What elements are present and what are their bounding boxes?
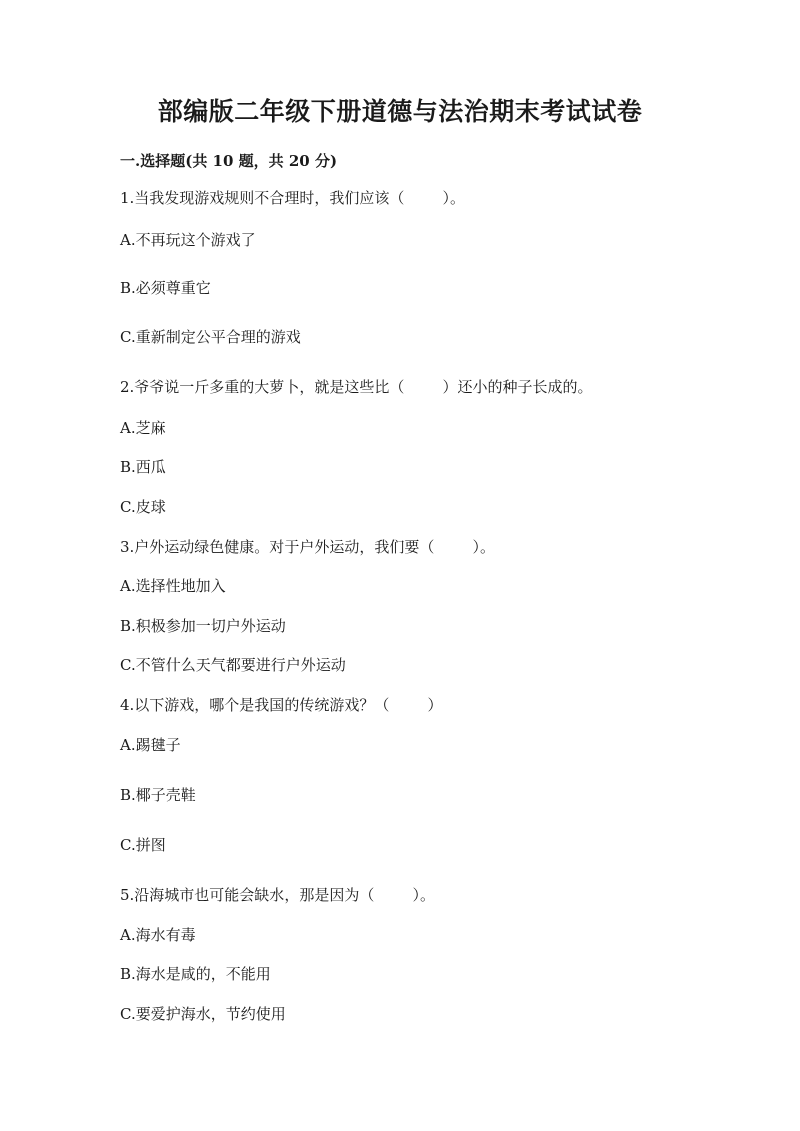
question-1-option-a: A.不再玩这个游戏了 [120, 231, 256, 249]
question-5-option-c: C.要爱护海水，节约使用 [120, 1005, 286, 1023]
question-1-option-b: B.必须尊重它 [120, 279, 211, 297]
question-2-option-b: B.西瓜 [120, 458, 166, 476]
question-1-stem: 1.当我发现游戏规则不合理时，我们应该（ ）。 [120, 189, 465, 207]
question-4-option-b: B.椰子壳鞋 [120, 786, 196, 804]
question-5-stem: 5.沿海城市也可能会缺水，那是因为（ ）。 [120, 886, 435, 904]
question-5-option-b: B.海水是咸的，不能用 [120, 965, 271, 983]
question-4-stem: 4.以下游戏，哪个是我国的传统游戏？（ ） [120, 696, 443, 714]
question-1-option-c: C.重新制定公平合理的游戏 [120, 328, 301, 346]
question-3-option-a: A.选择性地加入 [120, 577, 226, 595]
question-3-option-c: C.不管什么天气都要进行户外运动 [120, 656, 346, 674]
question-3-option-b: B.积极参加一切户外运动 [120, 617, 286, 635]
section-heading-multiple-choice: 一.选择题(共 10 题，共 20 分) [120, 152, 338, 170]
question-2-stem: 2.爷爷说一斤多重的大萝卜，就是这些比（ ）还小的种子长成的。 [120, 378, 593, 396]
question-3-stem: 3.户外运动绿色健康。对于户外运动，我们要（ ）。 [120, 538, 495, 556]
question-2-option-c: C.皮球 [120, 498, 166, 516]
question-4-option-c: C.拼图 [120, 836, 166, 854]
exam-title: 部编版二年级下册道德与法治期末考试试卷 [157, 97, 643, 126]
question-4-option-a: A.踢毽子 [120, 736, 181, 754]
question-5-option-a: A.海水有毒 [120, 926, 196, 944]
question-2-option-a: A.芝麻 [120, 419, 166, 437]
